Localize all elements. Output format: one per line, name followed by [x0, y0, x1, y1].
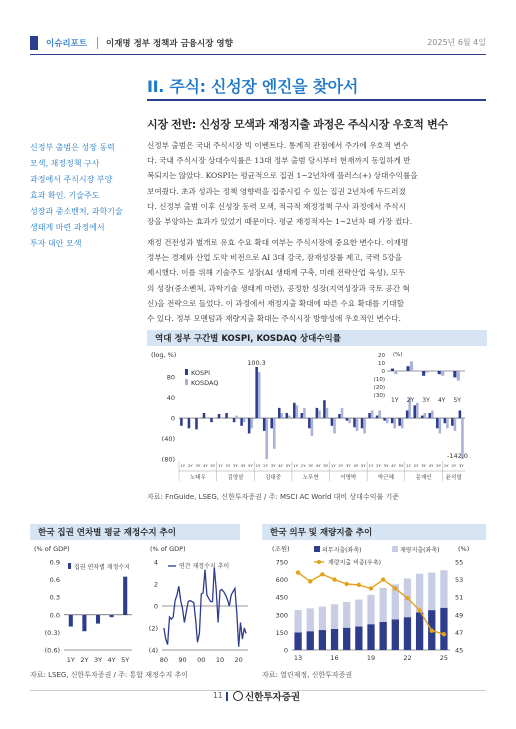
x-tick-label: 3Y — [345, 463, 351, 468]
y-tick-label: (0.6) — [44, 646, 60, 655]
bar — [454, 418, 457, 431]
bar — [235, 416, 238, 419]
x-tick-label: 1Y — [255, 463, 261, 468]
x-tick-label: 2Y — [451, 463, 457, 468]
bar — [356, 418, 359, 431]
y-tick-label: 450 — [275, 593, 288, 602]
bar — [308, 418, 311, 428]
x-tick-label: 1Y — [66, 656, 75, 664]
inset-y-tick: (10) — [373, 377, 385, 383]
paragraph-line: 재정 건전성과 별개로 유효 수요 확대 여부는 주식시장에 중요한 변수다. 이재명 — [147, 238, 409, 247]
y-tick-label-2: (2) — [148, 624, 158, 633]
x-tick-label: 2Y — [263, 463, 268, 468]
share-point — [357, 583, 361, 587]
x-tick-label: 3Y — [421, 463, 426, 468]
chart3-source: 자료: 열린재정, 신한투자증권 — [262, 671, 353, 679]
bar — [198, 418, 201, 419]
y-tick-label: 600 — [275, 576, 288, 585]
company-logo — [233, 689, 300, 703]
x-tick-label: 5Y — [323, 463, 329, 468]
bar — [303, 408, 306, 418]
y-tick-label: 0.0 — [49, 611, 60, 620]
bar — [281, 413, 284, 418]
y-tick-label: 80 — [166, 373, 175, 382]
bar-mandatory — [355, 627, 362, 650]
government-label: 김영삼 — [227, 475, 244, 481]
inset-bar — [422, 371, 425, 376]
x-tick-label: 2Y — [80, 656, 89, 664]
x-tick-label: 1Y — [368, 463, 374, 468]
inset-bar — [438, 371, 441, 374]
x-tick-label: 22 — [403, 654, 412, 662]
legend-swatch — [185, 379, 188, 385]
x-tick-label: 3Y — [308, 463, 314, 468]
x-tick-label: 2Y — [413, 463, 419, 468]
inset-x-tick: 1Y — [391, 397, 399, 404]
y-tick-label: 150 — [275, 628, 288, 637]
inset-bar — [441, 371, 444, 376]
bar — [195, 418, 198, 429]
header-accent-bar — [30, 36, 38, 50]
legend-swatch — [314, 546, 320, 552]
inset-axis-label: (%) — [393, 352, 403, 358]
x-tick-label: 5Y — [436, 463, 442, 468]
x-tick-label: 4Y — [202, 463, 208, 468]
x-tick-label: 5Y — [248, 463, 253, 468]
y-tick-label: 0 — [283, 646, 288, 655]
header-rule — [30, 54, 486, 55]
x-tick-label: 4Y — [315, 463, 321, 468]
x-tick-label: 1Y — [330, 463, 336, 468]
bar-discretionary — [319, 607, 326, 630]
x-tick-label: 2Y — [300, 463, 306, 468]
government-label: 노무현 — [302, 475, 319, 481]
y-tick-label: (0.3) — [44, 628, 60, 637]
x-tick-label: 4Y — [353, 463, 359, 468]
bar — [213, 418, 216, 419]
bar — [393, 418, 396, 428]
legend-label-2: 연간 재정수지 추이 — [179, 563, 230, 570]
bar — [333, 418, 336, 433]
bar — [82, 615, 86, 631]
chart1-title: 역대 정부 구간별 KOSPI, KOSDAQ 상대수익률 — [147, 330, 487, 346]
bar — [311, 418, 314, 436]
bar — [285, 413, 288, 418]
x-tick-label: 1Y — [218, 463, 223, 468]
bar-discretionary — [367, 595, 374, 624]
sidebar-summary — [30, 140, 140, 252]
bar-mandatory — [380, 622, 387, 650]
inset-bar — [407, 366, 410, 371]
chart2-title: 한국 집권 연차별 평균 재정수지 추이 — [30, 524, 240, 540]
y-tick-label: 750 — [275, 558, 288, 567]
y-axis-label: (log, %) — [151, 351, 177, 359]
bar — [439, 418, 442, 433]
bar — [228, 418, 231, 419]
bar — [398, 418, 401, 426]
bar-mandatory — [440, 608, 447, 650]
legend-label: 집권 연차별 재정수지 — [74, 564, 130, 571]
y-tick-label: 40 — [166, 394, 175, 403]
bar — [436, 418, 439, 428]
bar — [363, 418, 366, 433]
y2-tick-label: 45 — [455, 646, 464, 655]
bar-discretionary — [331, 604, 338, 629]
bar — [386, 418, 389, 423]
body-paragraph-1 — [147, 138, 487, 229]
share-point — [430, 628, 434, 632]
bar — [248, 418, 251, 433]
section-title: II. 주식: 신성장 엔진을 찾아서 — [147, 77, 358, 96]
share-point — [369, 586, 373, 590]
bar-discretionary — [416, 574, 423, 613]
inset-y-tick: 0 — [381, 369, 385, 375]
x-tick-label: 5Y — [285, 463, 291, 468]
x-tick-label: 4Y — [278, 463, 283, 468]
share-point — [296, 570, 300, 574]
paragraph-line: 다. 신정부 출범 이후 신성장 동력 모색, 적극적 재정정책 구사 과정에서 주식시 — [147, 201, 406, 211]
spending-chart — [262, 542, 486, 668]
x-tick-label: 2Y — [187, 463, 193, 468]
bar — [205, 418, 208, 419]
x-tick-label: 3Y — [93, 656, 103, 664]
y-tick-label-2: (4) — [148, 646, 158, 655]
x-tick-label: 16 — [330, 654, 339, 662]
y-axis-label: (% of GDP) — [34, 545, 70, 553]
bar — [288, 416, 291, 419]
y2-tick-label: 47 — [455, 628, 464, 637]
x-tick-label: 4Y — [107, 656, 116, 664]
share-point — [344, 582, 348, 586]
bar — [371, 410, 374, 418]
bar — [270, 418, 273, 428]
bar-discretionary — [440, 570, 447, 608]
y2-tick-label: 53 — [455, 576, 464, 585]
x-tick-label: 19 — [366, 654, 376, 662]
x-tick-label-2: 80 — [159, 656, 169, 664]
bar — [413, 405, 416, 418]
bar-mandatory — [307, 631, 314, 650]
y-tick-label: 300 — [275, 611, 288, 620]
share-point — [381, 577, 385, 581]
bar — [368, 413, 371, 418]
x-tick-label: 5Y — [210, 463, 216, 468]
inset-y-tick: 20 — [378, 353, 385, 359]
legend-label: KOSPI — [191, 369, 210, 377]
bar — [361, 418, 364, 428]
fiscal-balance-charts — [30, 542, 252, 668]
chart1-source: 자료: FnGuide, LSEG, 신한투자증권 / 주: MSCI AC World 대비 상대수익률 기준 — [147, 493, 399, 501]
x-tick-label: 4Y — [240, 463, 246, 468]
government-label: 김대중 — [265, 475, 282, 481]
bar — [296, 405, 299, 418]
inset-x-tick: 2Y — [406, 397, 415, 404]
bar-discretionary — [307, 608, 314, 631]
x-tick-label-2: 10 — [215, 656, 225, 664]
inset-y-tick: (30) — [373, 393, 385, 399]
x-tick-label: 4Y — [428, 463, 434, 468]
bar-discretionary — [428, 573, 435, 611]
x-tick-label: 1Y — [180, 463, 186, 468]
x-tick-label: 3Y — [458, 463, 464, 468]
paragraph-line: 의 성장(중소벤처, 과학기술 생태계 마련), 공정한 성장(지역성장과 국토 공간 혁 — [147, 283, 410, 293]
bar — [240, 418, 243, 426]
bar — [444, 418, 447, 423]
bar — [348, 418, 351, 423]
bar — [401, 418, 404, 428]
bar — [459, 410, 462, 418]
sidebar-line: 효과 확인. 기술주도 — [30, 191, 100, 200]
bar — [190, 418, 193, 419]
section-rule — [147, 99, 486, 101]
paragraph-line: 복되지는 않았다. KOSPI는 평균적으로 집권 1~2년차에 플러스(+) 상대수익률을 — [147, 171, 418, 181]
data-label: 100.3 — [247, 359, 266, 367]
x-tick-label: 1Y — [406, 463, 411, 468]
relative-return-chart — [147, 347, 487, 489]
bar — [278, 408, 281, 418]
paragraph-line: 신정부 출범은 국내 주식시장 빅 이벤트다. 통계적 관점에서 주가에 우호적 변수 — [147, 141, 409, 150]
sidebar-line: 투자 대안 모색 — [30, 239, 82, 248]
x-tick-label: 3Y — [383, 463, 389, 468]
share-point — [417, 608, 421, 612]
bar — [250, 418, 253, 428]
share-point — [332, 577, 336, 581]
paragraph-line: 다. 국내 주식시장 상대수익률은 13대 정부 출범 당시부터 현재까지 동일하게 반 — [147, 156, 411, 166]
bar — [233, 418, 236, 422]
chart2-source: 자료: LSEG, 신한투자증권 / 주: 통합 재정수지 추이 — [30, 671, 189, 679]
bar — [383, 418, 386, 421]
bar — [323, 400, 326, 418]
bar-discretionary — [343, 602, 350, 628]
chart3-title: 한국 의무 및 재량지출 추이 — [262, 524, 486, 540]
bar — [188, 418, 191, 428]
report-type-label: 이슈리포트 — [46, 39, 88, 49]
legend-swatch — [185, 369, 188, 375]
section-subtitle: 시장 전반: 신성장 모색과 재정지출 과정은 주식시장 우호적 변수 — [147, 118, 448, 131]
x-tick-label: 25 — [439, 654, 449, 662]
body-paragraph-2 — [147, 235, 487, 326]
share-point — [442, 632, 446, 636]
y-tick-label: 0.6 — [49, 576, 60, 585]
bar — [326, 408, 329, 418]
government-label: 노태우 — [189, 475, 206, 481]
bar-mandatory — [343, 628, 350, 650]
inset-x-tick: 5Y — [453, 397, 461, 404]
bar — [218, 414, 221, 418]
paragraph-line: 제시했다. 이를 위해 기술주도 성장(AI 생태계 구축, 미래 전략산업 육성), 모두 — [147, 268, 406, 278]
x-tick-label: 4Y — [391, 463, 396, 468]
x-tick-label: 13 — [293, 654, 303, 662]
report-date: 2025년 6월 4일 — [427, 38, 486, 47]
y-tick-label: 0.9 — [49, 558, 60, 567]
government-label: 문재인 — [415, 475, 432, 481]
bar — [96, 615, 100, 624]
y-tick-label-2: 0 — [153, 602, 158, 611]
bar-mandatory — [367, 624, 374, 650]
x-tick-label: 2Y — [225, 463, 231, 468]
x-tick-label: 3Y — [233, 463, 238, 468]
y-tick-label: (80) — [161, 455, 175, 464]
bar — [180, 418, 183, 426]
bar — [69, 615, 73, 627]
legend-label: 의무지출(좌축) — [322, 547, 362, 554]
bar — [301, 413, 304, 418]
bar — [243, 418, 246, 422]
bar — [220, 418, 223, 419]
y2-axis-label: (%) — [458, 545, 470, 553]
bar — [318, 410, 321, 418]
bar — [265, 418, 268, 459]
bar — [378, 410, 381, 418]
bar — [451, 418, 454, 426]
bar — [341, 408, 344, 418]
legend-label: KOSDAQ — [191, 379, 219, 387]
bar — [346, 418, 349, 421]
series-line — [164, 568, 246, 647]
bar — [123, 577, 127, 615]
bar — [446, 418, 449, 428]
sidebar-line: 과정에서 주식시장 부양 — [30, 175, 113, 184]
x-tick-label: 5Y — [121, 656, 130, 664]
paragraph-line: 정부는 경제와 산업 도약 비전으로 AI 3대 강국, 잠재성장률 제고, 국력 5강을 — [147, 253, 402, 263]
y-axis-label: (조원) — [272, 545, 290, 553]
x-tick-label: 3Y — [270, 463, 276, 468]
y-tick-label: (40) — [161, 435, 175, 444]
inset-bar — [453, 371, 456, 377]
bar — [424, 413, 427, 418]
paragraph-line: 보여줬다. 초과 성과는 정책 영향력을 집중시킬 수 있는 집권 2년차에 두드러졌 — [147, 186, 406, 196]
bar — [110, 615, 114, 617]
inset-bar — [457, 371, 460, 381]
bar — [353, 418, 356, 427]
legend-label: 재량지출 비중(우축) — [328, 559, 381, 567]
bar — [183, 418, 186, 419]
share-point — [405, 596, 409, 600]
bar — [225, 413, 228, 418]
inset-x-tick: 4Y — [437, 397, 446, 404]
inset-bar — [426, 371, 429, 373]
x-tick-label-2: 20 — [234, 656, 243, 664]
x-tick-label: 2Y — [376, 463, 381, 468]
share-point — [393, 586, 397, 590]
page-number: 11 — [213, 691, 223, 700]
sidebar-line: 모색, 재정정책 구사 — [30, 159, 100, 168]
header-divider — [97, 37, 98, 49]
bar — [293, 403, 296, 418]
x-tick-label: 1Y — [293, 463, 299, 468]
y-tick-label-2: 4 — [153, 558, 158, 567]
logo-icon — [233, 691, 243, 701]
legend-label: 재량지출(좌축) — [400, 547, 440, 554]
y-tick-label: 0.3 — [49, 593, 60, 602]
inset-bar — [394, 371, 397, 374]
bar-discretionary — [380, 588, 387, 622]
share-point — [320, 572, 324, 576]
x-tick-label-2: 90 — [178, 656, 187, 664]
y-tick-label: 0 — [170, 414, 175, 423]
sidebar-line: 신정부 출범은 성장 동력 — [30, 143, 115, 152]
inset-x-tick: 3Y — [422, 397, 430, 404]
footer-divider — [226, 692, 228, 701]
bar — [428, 413, 431, 418]
bar — [331, 418, 334, 426]
data-label: -142.0 — [446, 452, 468, 460]
bar — [338, 414, 341, 418]
y2-tick-label: 55 — [455, 558, 464, 567]
bar-mandatory — [319, 630, 326, 650]
bar-mandatory — [294, 632, 301, 650]
sidebar-line: 생태계 마련 과정에서 — [30, 223, 105, 232]
x-tick-label: 5Y — [398, 463, 404, 468]
logo-text: 신한투자증권 — [245, 692, 301, 703]
y2-tick-label: 49 — [455, 611, 464, 620]
bar — [255, 367, 258, 418]
bar-mandatory — [392, 619, 399, 650]
bar-mandatory — [331, 629, 338, 650]
bar — [421, 416, 424, 419]
x-tick-label: 1Y — [443, 463, 449, 468]
bar — [391, 418, 394, 423]
inset-bar — [391, 369, 394, 371]
bar — [376, 416, 379, 419]
bar — [406, 410, 409, 418]
report-title: 이재명 정부 정책과 금융시장 영향 — [106, 39, 233, 49]
sidebar-line: 성장과 중소벤처, 과학기술 — [30, 207, 123, 216]
bar-discretionary — [355, 600, 362, 627]
paragraph-line: 신)을 전략으로 들었다. 이 과정에서 재정지출 확대에 따른 수요 확대를 기대할 — [147, 298, 404, 308]
bar-mandatory — [404, 617, 411, 650]
inset-y-tick: (20) — [373, 385, 385, 391]
y2-tick-label: 51 — [455, 593, 464, 602]
bar — [210, 418, 213, 422]
government-label: 박근혜 — [377, 475, 394, 481]
bar — [258, 372, 261, 418]
paragraph-line: 장을 부양하는 효과가 있었기 때문이다. 평균 재정적자는 1~2년차 때 가장 컸다. — [147, 217, 413, 227]
share-point — [308, 579, 312, 583]
bar — [273, 418, 276, 449]
paragraph-line: 수 있다. 정부 모멘텀과 재량지출 확대는 주식시장 방향성에 우호적인 변수다. — [147, 314, 401, 324]
government-label: 이명박 — [340, 475, 357, 481]
x-tick-label-2: 00 — [197, 656, 206, 664]
inset-bar — [410, 361, 413, 371]
bar — [416, 403, 419, 418]
bar — [431, 410, 434, 418]
y-tick-label-2: 2 — [153, 580, 158, 589]
bar — [316, 408, 319, 418]
bar-discretionary — [294, 610, 301, 632]
bar-mandatory — [416, 612, 423, 650]
bar — [203, 413, 206, 418]
x-tick-label: 5Y — [361, 463, 366, 468]
legend-swatch — [68, 563, 71, 569]
bar — [263, 418, 266, 431]
legend-swatch — [392, 546, 398, 552]
x-tick-label: 3Y — [195, 463, 201, 468]
inset-y-tick: 10 — [378, 361, 385, 367]
government-label: 윤석열 — [445, 475, 462, 481]
x-tick-label: 2Y — [338, 463, 344, 468]
legend-marker — [317, 560, 321, 564]
y-axis-label-2: (% of GDP) — [150, 545, 186, 553]
